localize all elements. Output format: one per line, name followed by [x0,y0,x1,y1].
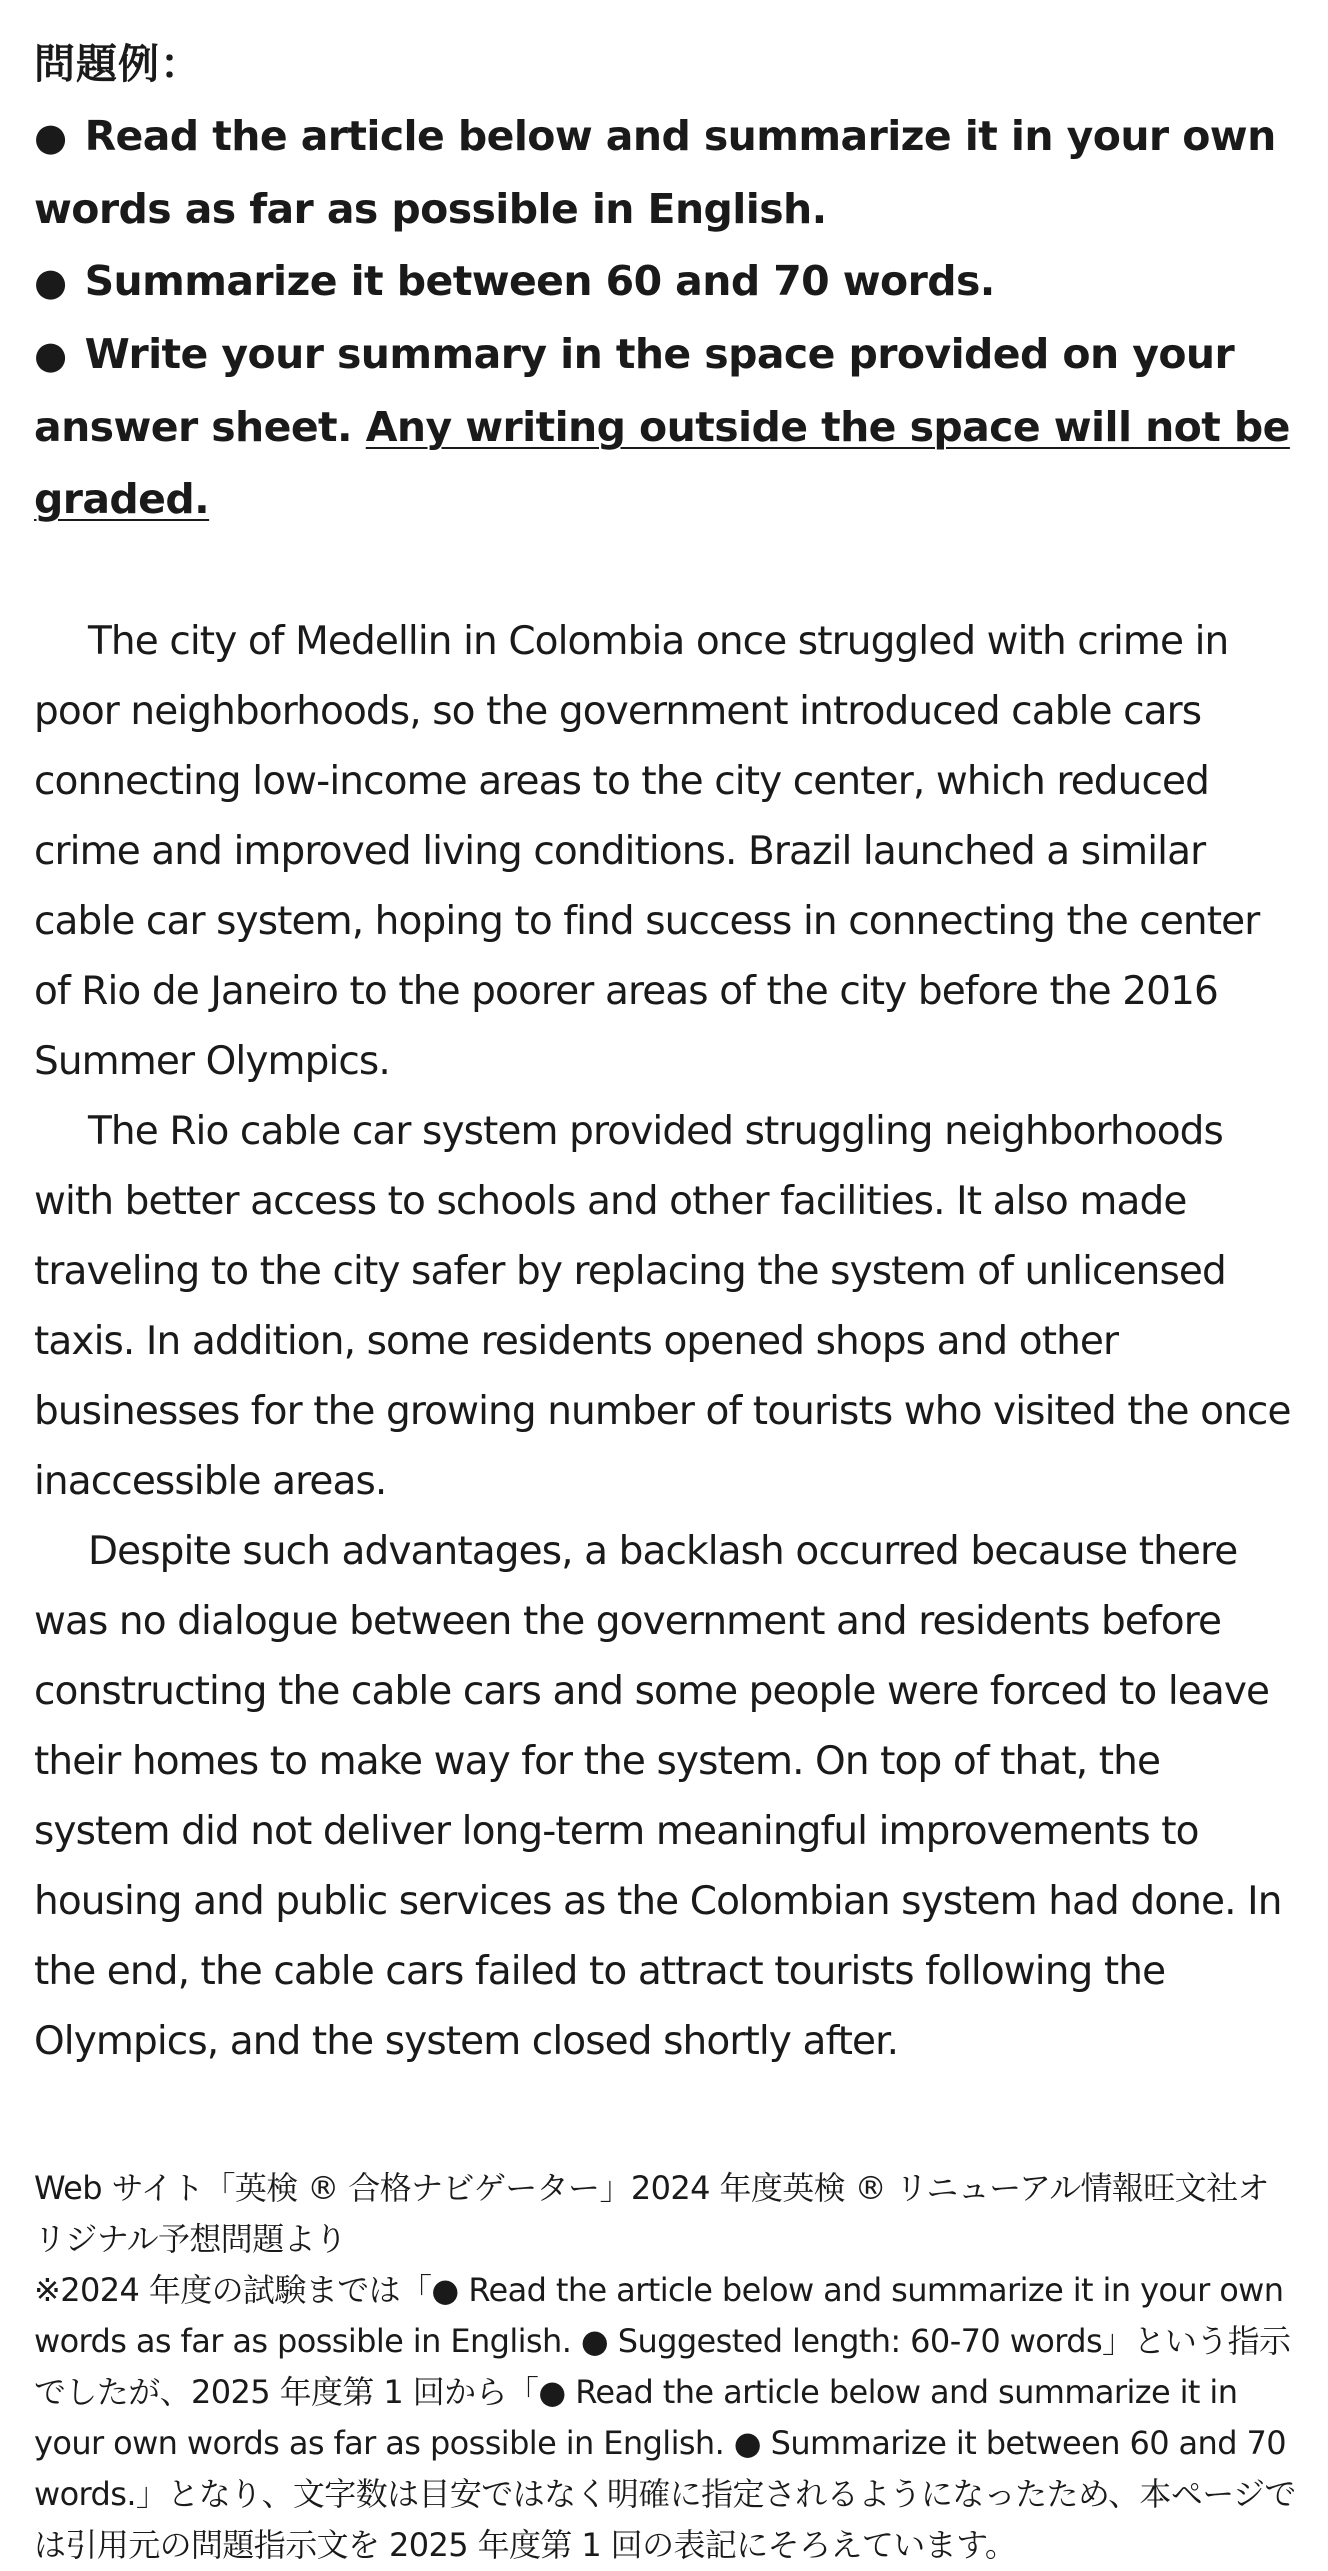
source-credit: Web サイト「英検 ® 合格ナビゲーター」2024 年度英検 ® リニューアル情報旺文社オリジナル予想問題より [34,2169,1269,2258]
source-note-block [34,2163,1296,2571]
instruction-text-3: Write your summary in the space provided on your answer sheet. [34,330,1235,451]
bullet-icon: ● [34,333,67,377]
source-footnote: ※2024 年度の試験までは「● Read the article below and summarize it in your own words as far as possible in English. ● Suggested length: 60-70 words」という指示でしたが、2025 年度第 1 回から「● Read the article below and summarize it in your own words as far as possible in English. ● Summarize it between 60 and 70 words.」となり、文字数は目安ではなく明確に指定されるようになったため、本ページでは引用元の問題指示文を 2025 年度第 1 回の表記にそろえています。 [34,2271,1296,2564]
instruction-text-2: Summarize it between 60 and 70 words. [84,257,995,305]
instruction-item-3 [34,318,1296,535]
article-paragraph-2: The Rio cable car system provided struggling neighborhoods with better access to schools and other facilities. It also made traveling to the city safer by replacing the system of unlicensed taxis. In addition, some residents opened shops and other businesses for the growing number of tourists who visited the once inaccessible areas. [34,1109,1291,1504]
grading-warning: Any writing outside the space will not be graded. [34,403,1290,523]
article-paragraph-3: Despite such advantages, a backlash occurred because there was no dialogue between the government and residents before constructing the cable cars and some people were forced to leave their homes to make way for the system. On top of that, the system did not deliver long-term meaningful improvements to housing and public services as the Colombian system had done. In the end, the cable cars failed to attract tourists following the Olympics, and the system closed shortly after. [34,1529,1282,2064]
instruction-text-1: Read the article below and summarize it in your own words as far as possible in English. [34,112,1276,233]
problem-example-heading: 問題例： [34,40,202,88]
bullet-icon: ● [34,260,67,304]
article-body [34,607,1296,2077]
instruction-item-1 [34,100,1296,245]
document-page [34,28,1296,2571]
bullet-icon: ● [34,115,67,159]
article-paragraph-1: The city of Medellin in Colombia once struggled with crime in poor neighborhoods, so the government introduced cable cars connecting low-income areas to the city center, which reduced crime and improved living conditions. Brazil launched a similar cable car system, hoping to find success in connecting the center of Rio de Janeiro to the poorer areas of the city before the 2016 Summer Olympics. [34,619,1260,1084]
instruction-item-2 [34,245,1296,318]
instructions-block [34,100,1296,535]
